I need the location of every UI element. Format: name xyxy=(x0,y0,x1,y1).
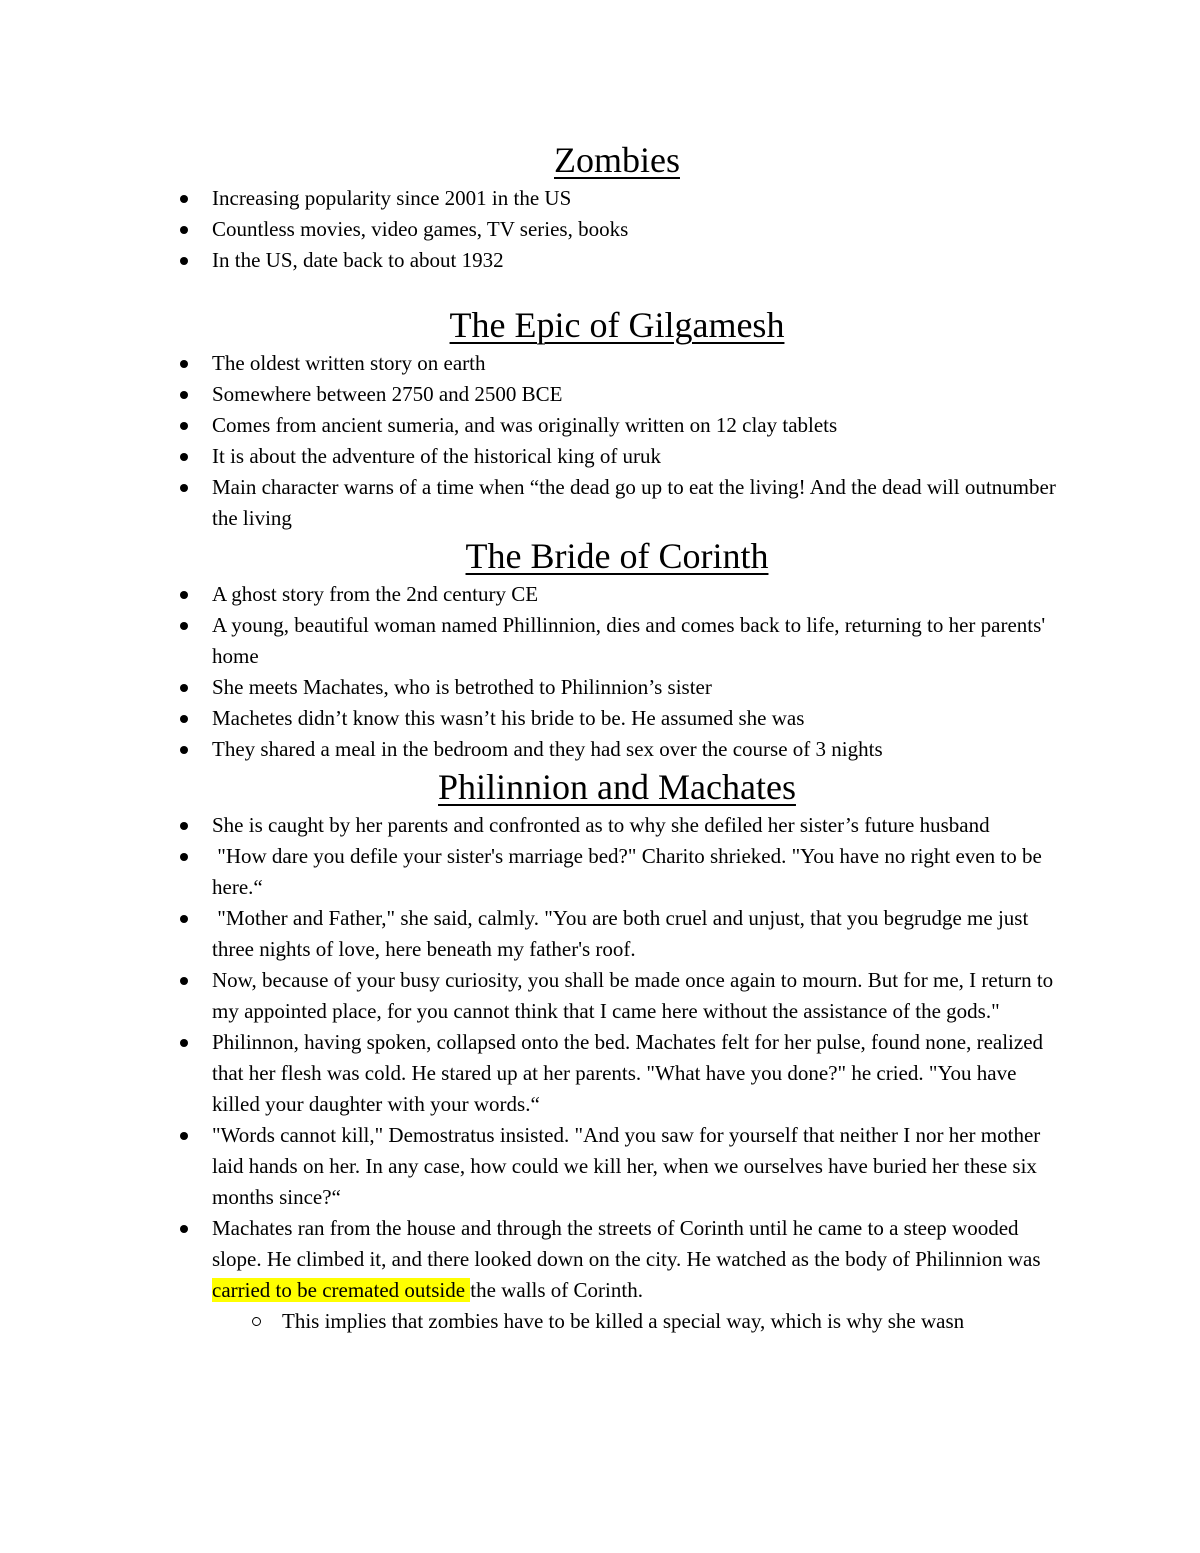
list-item-text: Philinnon, having spoken, collapsed onto the bed. Machates felt for her pulse, found none, realized that her flesh was cold. He stared up at her parents. "What have you done?" he cried. "You have killed your daughter with your words.“ xyxy=(212,1030,1044,1116)
bullet-icon xyxy=(180,822,188,830)
section-heading: The Bride of Corinth xyxy=(465,536,769,576)
list-item xyxy=(172,379,1062,410)
list-item xyxy=(172,610,1062,672)
list-item xyxy=(172,214,1062,245)
section-heading: Zombies xyxy=(554,140,680,180)
bullet-icon xyxy=(180,591,188,599)
bullet-icon xyxy=(180,195,188,203)
list-item xyxy=(172,841,1062,903)
list-item xyxy=(172,965,1062,1027)
list-item-text: They shared a meal in the bedroom and they had sex over the course of 3 nights xyxy=(212,737,883,761)
list-item xyxy=(172,1027,1062,1120)
list-item xyxy=(172,410,1062,441)
sub-list-item-text: This implies that zombies have to be killed a special way, which is why she wasn xyxy=(282,1309,965,1333)
list-item-text: "Mother and Father," she said, calmly. "You are both cruel and unjust, that you begrudge me just three nights of love, here beneath my father's roof. xyxy=(212,906,1034,961)
bullet-icon xyxy=(180,422,188,430)
bullet-icon xyxy=(180,360,188,368)
list-item-text: In the US, date back to about 1932 xyxy=(212,248,504,272)
bullet-icon xyxy=(180,1225,188,1233)
list-item-text: Comes from ancient sumeria, and was originally written on 12 clay tablets xyxy=(212,413,838,437)
list-item xyxy=(172,1213,1062,1337)
section-heading: Philinnion and Machates xyxy=(438,767,796,807)
list-item-text: It is about the adventure of the historical king of uruk xyxy=(212,444,662,468)
bullet-list xyxy=(172,348,1062,534)
bullet-icon xyxy=(180,453,188,461)
bullet-icon xyxy=(180,622,188,630)
list-item-text: She is caught by her parents and confronted as to why she defiled her sister’s future husband xyxy=(212,813,990,837)
list-item-text: Increasing popularity since 2001 in the US xyxy=(212,186,572,210)
list-item xyxy=(172,734,1062,765)
section-zombies xyxy=(172,138,1062,276)
bullet-icon xyxy=(180,391,188,399)
list-item-text-part: Machates ran from the house and through the streets of Corinth until he came to a steep wooded slope. He climbed it, and there looked down on the city. He watched as the body of Philinnion was xyxy=(212,1216,1041,1271)
bullet-icon xyxy=(180,746,188,754)
list-item xyxy=(172,441,1062,472)
bullet-icon xyxy=(180,484,188,492)
section-heading: The Epic of Gilgamesh xyxy=(449,305,785,345)
section-bride-of-corinth xyxy=(172,534,1062,765)
list-item-text: A ghost story from the 2nd century CE xyxy=(212,582,539,606)
list-item-text: "How dare you defile your sister's marriage bed?" Charito shrieked. "You have no right even to be here.“ xyxy=(212,844,1048,899)
list-item-text: "Words cannot kill," Demostratus insisted. "And you saw for yourself that neither I nor her mother laid hands on her. In any case, how could we kill her, when we ourselves have buried her these six months since?“ xyxy=(212,1123,1041,1209)
bullet-icon xyxy=(180,915,188,923)
bullet-list xyxy=(172,579,1062,765)
list-item xyxy=(172,672,1062,703)
list-item-text xyxy=(212,1216,1041,1302)
list-item-text: A young, beautiful woman named Phillinnion, dies and comes back to life, returning to her parents' home xyxy=(212,613,1046,668)
bullet-icon xyxy=(180,226,188,234)
list-item-text: Countless movies, video games, TV series, books xyxy=(212,217,629,241)
sub-list-item xyxy=(172,1306,1062,1337)
section-philinnion-and-machates xyxy=(172,765,1062,1337)
bullet-icon xyxy=(180,977,188,985)
list-item xyxy=(172,348,1062,379)
list-item-text-part: the walls of Corinth. xyxy=(470,1278,643,1302)
list-item xyxy=(172,183,1062,214)
sub-bullet-list xyxy=(172,1306,1062,1337)
bullet-icon xyxy=(180,715,188,723)
list-item-text: Machetes didn’t know this wasn’t his bride to be. He assumed she was xyxy=(212,706,805,730)
list-item xyxy=(172,810,1062,841)
list-item xyxy=(172,703,1062,734)
bullet-icon xyxy=(180,1039,188,1047)
list-item-text: Somewhere between 2750 and 2500 BCE xyxy=(212,382,563,406)
section-epic-of-gilgamesh xyxy=(172,303,1062,534)
bullet-list xyxy=(172,183,1062,276)
list-item xyxy=(172,245,1062,276)
list-item-text: The oldest written story on earth xyxy=(212,351,486,375)
list-item xyxy=(172,579,1062,610)
list-item-text: Main character warns of a time when “the dead go up to eat the living! And the dead will outnumber the living xyxy=(212,475,1056,530)
list-item xyxy=(172,903,1062,965)
bullet-icon xyxy=(180,257,188,265)
list-item-text: She meets Machates, who is betrothed to Philinnion’s sister xyxy=(212,675,712,699)
hollow-bullet-icon xyxy=(252,1317,261,1326)
bullet-list xyxy=(172,810,1062,1337)
list-item xyxy=(172,472,1062,534)
highlighted-text: carried to be cremated outside xyxy=(212,1278,471,1302)
document-content xyxy=(172,138,1062,1337)
list-item-text: Now, because of your busy curiosity, you shall be made once again to mourn. But for me, I return to my appointed place, for you cannot think that I came here without the assistance of the gods." xyxy=(212,968,1054,1023)
bullet-icon xyxy=(180,853,188,861)
bullet-icon xyxy=(180,1132,188,1140)
bullet-icon xyxy=(180,684,188,692)
list-item xyxy=(172,1120,1062,1213)
